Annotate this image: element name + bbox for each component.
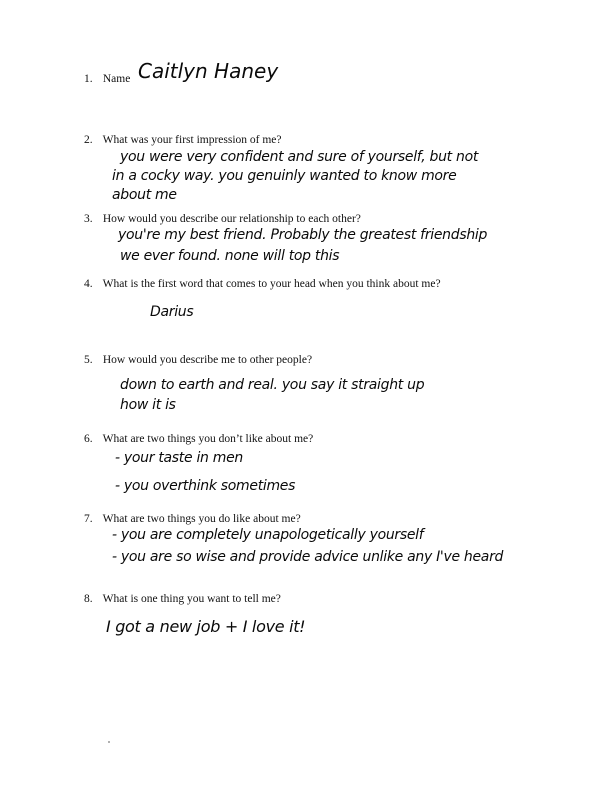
answer-3-line-1: you're my best friend. Probably the greatest friendship bbox=[118, 227, 488, 243]
question-6: 6. What are two things you don’t like about me? bbox=[84, 433, 314, 445]
question-7-label: What are two things you do like about me? bbox=[102, 513, 301, 525]
stray-mark bbox=[108, 741, 110, 743]
answer-1-line-1: Caitlyn Haney bbox=[138, 59, 279, 83]
question-8: 8. What is one thing you want to tell me? bbox=[84, 593, 281, 605]
question-2-label: What was your first impression of me? bbox=[102, 134, 282, 146]
question-3-label: How would you describe our relationship to each other? bbox=[102, 213, 361, 225]
answer-5-line-1: down to earth and real. you say it straight up bbox=[120, 377, 425, 393]
question-6-label: What are two things you don’t like about me? bbox=[102, 433, 314, 445]
answer-7-line-1: - you are completely unapologetically yourself bbox=[112, 527, 424, 543]
answer-8-line-1: I got a new job + I love it! bbox=[106, 617, 306, 636]
answer-4-line-1: Darius bbox=[150, 304, 194, 320]
question-2: 2. What was your first impression of me? bbox=[84, 134, 282, 146]
answer-2-line-3: about me bbox=[112, 187, 177, 203]
answer-5-line-2: how it is bbox=[120, 397, 176, 413]
question-4: 4. What is the first word that comes to your head when you think about me? bbox=[84, 278, 441, 290]
question-5-label: How would you describe me to other people? bbox=[102, 354, 313, 366]
answer-7-line-2: - you are so wise and provide advice unlike any I've heard bbox=[112, 549, 504, 565]
answer-6-line-1: - your taste in men bbox=[115, 450, 243, 466]
answer-3-line-2: we ever found. none will top this bbox=[120, 248, 340, 264]
question-3: 3. How would you describe our relationship to each other? bbox=[84, 213, 361, 225]
question-7: 7. What are two things you do like about me? bbox=[84, 513, 301, 525]
question-8-label: What is one thing you want to tell me? bbox=[102, 593, 281, 605]
question-1: 1. Name bbox=[84, 73, 131, 85]
question-5: 5. How would you describe me to other people? bbox=[84, 354, 313, 366]
answer-2-line-1: you were very confident and sure of yourself, but not bbox=[120, 149, 479, 165]
question-1-label: Name bbox=[102, 73, 131, 85]
answer-2-line-2: in a cocky way. you genuinly wanted to know more bbox=[112, 168, 457, 184]
question-4-label: What is the first word that comes to your head when you think about me? bbox=[102, 278, 441, 290]
answer-6-line-2: - you overthink sometimes bbox=[115, 478, 296, 494]
